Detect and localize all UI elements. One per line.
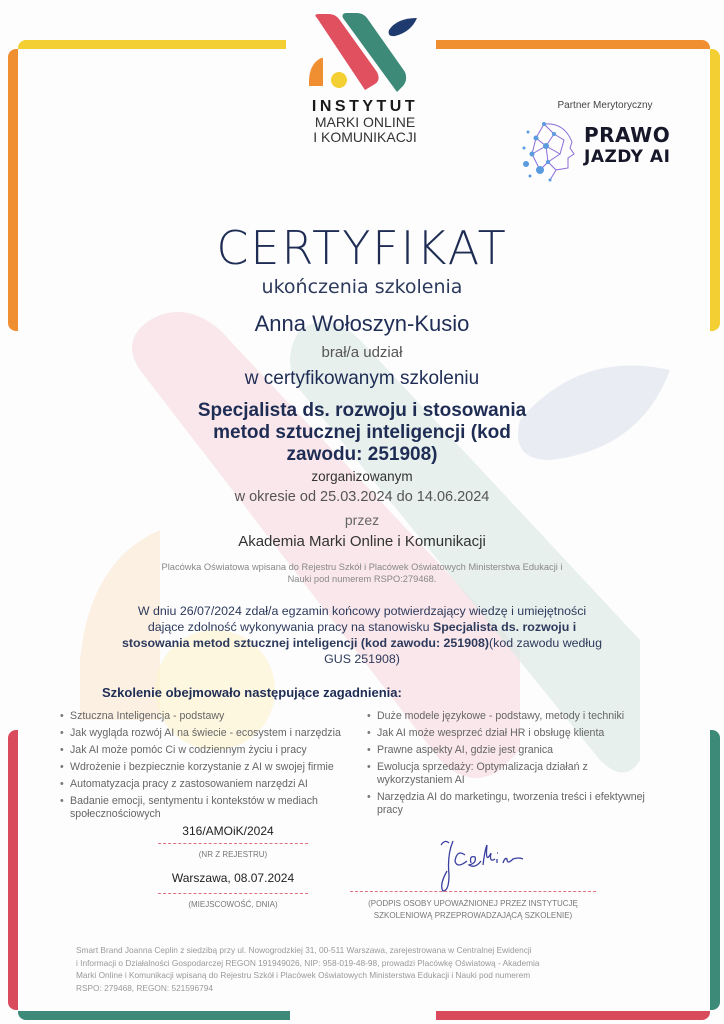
topic-item: • Badanie emocji, sentymentu i kontekstów w mediach społecznościowych: [60, 795, 330, 821]
by-text: przez: [344, 512, 380, 528]
exam-paragraph: [0, 603, 724, 667]
logo-yellow-dot: [331, 72, 347, 88]
frame-bottom-left-teal: [18, 1011, 290, 1020]
course-name-line-3: zawodu: 251908): [286, 444, 438, 465]
footer-line-2: i Informacji o Działalności Gospodarczej REGON 191949026, NIP: 958-019-48-98, prowadzi Placówkę Oświatową - Akademia: [76, 957, 540, 968]
place-date-label: (MIEJSCOWOŚĆ, DNIA): [188, 900, 278, 909]
registry-number: 316/AMOiK/2024: [182, 824, 274, 838]
frame-left-red: [8, 730, 18, 1010]
organized-text: zorganizowanym: [311, 469, 413, 484]
topic-item: • Sztuczna Inteligencja - podstawy: [60, 710, 360, 723]
organizer-name: Akademia Marki Online i Komunikacji: [238, 533, 486, 550]
footer-line-1: Smart Brand Joanna Ceplin z siedzibą przy ul. Nowogrodzkiej 31, 00-511 Warszawa, zarejestrowana w Centralnej Ewidencji: [76, 945, 532, 955]
signature-label-line-2: SZKOLENIOWĄ PRZEPROWADZAJĄCĄ SZKOLENIE): [373, 911, 573, 920]
topic-item: • Narzędzia AI do marketingu, tworzenia treści i efektywnej pracy: [367, 791, 672, 817]
footer-legal-text: [76, 944, 656, 994]
certificate-subtitle: ukończenia szkolenia: [261, 276, 463, 298]
topic-item: • Prawne aspekty AI, gdzie jest granica: [367, 744, 672, 757]
topic-item: • Duże modele językowe - podstawy, metody i techniki: [367, 710, 672, 723]
training-period: w okresie od 25.03.2024 do 14.06.2024: [234, 489, 490, 505]
partner-name-line-2: JAZDY AI: [584, 147, 671, 167]
frame-top-left-yellow: [18, 40, 286, 49]
certificate-title: CERTYFIKAT: [216, 221, 508, 275]
partner-label: Partner Merytoryczny: [557, 100, 653, 111]
logo-orange-leaf: [309, 58, 323, 86]
place-date: Warszawa, 08.07.2024: [171, 871, 295, 885]
topic-item: • Automatyzacja pracy z zastosowaniem narzędzi AI: [60, 778, 360, 791]
topic-item: • Wdrożenie i bezpiecznie korzystanie z AI w swojej firmie: [60, 761, 360, 774]
exam-line-1: W dniu 26/07/2024 zdał/a egzamin końcowy potwierdzający wiedzę i umiejętności: [137, 604, 587, 618]
logo-line-1: INSTYTUT: [311, 98, 419, 115]
frame-top-right-orange: [436, 40, 710, 49]
topics-left-list: [60, 710, 360, 825]
registry-number-line: [158, 843, 308, 844]
registry-note-line-2: Nauki pod numerem RSPO:279468.: [287, 574, 437, 584]
in-training-text: w certyfikowanym szkoleniu: [244, 368, 480, 389]
exam-line-2-position: Specjalista ds. rozwoju i: [432, 620, 577, 634]
exam-line-3-position: stosowania metod sztucznej inteligencji (kod zawodu: 251908): [122, 636, 489, 650]
partner-name-line-1: PRAWO: [584, 123, 671, 147]
topic-item: • Jak AI może wesprzeć dział HR i obsługę klienta: [367, 727, 672, 740]
ai-head-icon: [520, 118, 578, 184]
footer-line-4: RSPO: 279468, REGON: 521596794: [76, 982, 213, 993]
logo-line-2: MARKI ONLINE: [314, 114, 416, 130]
footer-line-3: Marki Online i Komunikacji wpisaną do Rejestru Szkół i Placówek Oświatowych Ministerstwa Edukacji i Nauki pod numerem: [76, 970, 531, 980]
topic-item: • Jak wygląda rozwój AI na świecie - ecosystem i narzędzia: [60, 727, 360, 740]
registry-note-line-1: Placówka Oświatowa wpisana do Rejestru Szkół i Placówek Oświatowych Ministerstwa Edukacji i: [161, 562, 563, 572]
exam-line-3-text: (kod zawodu według: [489, 636, 602, 650]
exam-line-4: GUS 251908): [324, 652, 400, 666]
handwritten-signature: [435, 835, 535, 895]
exam-line-2-text: dające zdolność wykonywania pracy na stanowisku: [147, 620, 433, 634]
logo-navy-leaf: [389, 18, 417, 36]
topic-item: • Ewolucja sprzedaży: Optymalizacja działań z wykorzystaniem AI: [367, 761, 627, 787]
topics-right-list: [367, 710, 672, 821]
recipient-name: Anna Wołoszyn-Kusio: [254, 311, 470, 336]
institute-logo-mark: [305, 10, 420, 95]
frame-bottom-right-red: [436, 1011, 710, 1020]
logo-line-3: I KOMUNIKACJI: [313, 129, 417, 145]
course-name-line-1: Specjalista ds. rozwoju i stosowania: [197, 400, 527, 421]
place-date-line: [158, 893, 308, 894]
participated-text: brał/a udział: [321, 344, 403, 361]
frame-right-teal: [710, 730, 720, 1010]
signature-label-line-1: (PODPIS OSOBY UPOWAŻNIONEJ PRZEZ INSTYTUCJĘ: [368, 899, 578, 908]
topic-item: • Jak AI może pomóc Ci w codziennym życiu i pracy: [60, 744, 360, 757]
signature-line: [350, 891, 596, 892]
topics-heading: Szkolenie obejmowało następujące zagadnienia:: [102, 685, 402, 700]
registry-number-label: (NR Z REJESTRU): [198, 850, 268, 859]
course-name-line-2: metod sztucznej inteligencji (kod: [213, 422, 511, 443]
